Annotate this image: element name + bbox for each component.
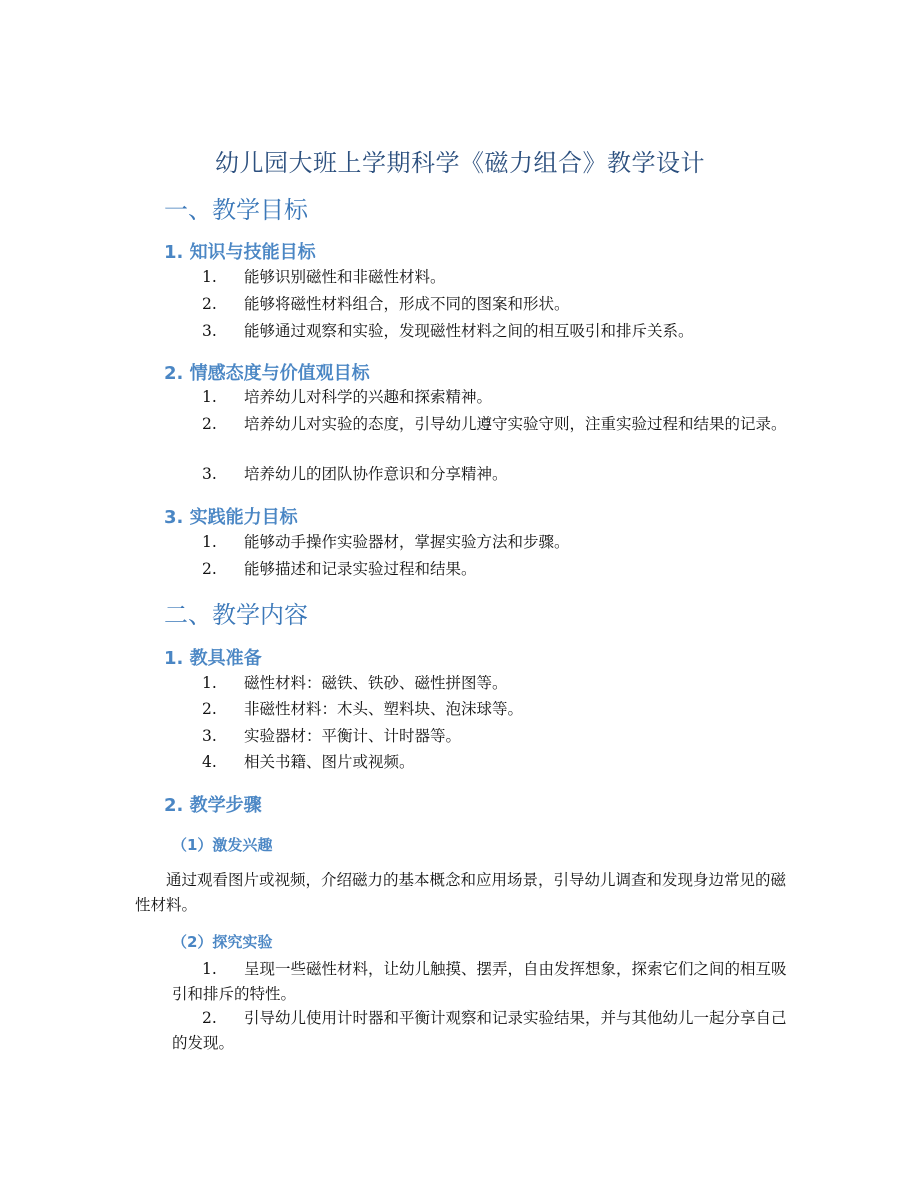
list-item-number: 1. — [202, 268, 217, 286]
subheading-materials: 1. 教具准备 — [164, 648, 262, 669]
list-item-text: 相关书籍、图片或视频。 — [244, 753, 415, 771]
subheading-teaching-steps: 2. 教学步骤 — [164, 795, 262, 816]
list-item — [172, 671, 790, 696]
step-heading-experiment: （2）探究实验 — [172, 933, 273, 951]
list-item — [172, 557, 790, 582]
document-title: 幼儿园大班上学期科学《磁力组合》教学设计 — [215, 149, 705, 177]
list-item-text: 培养幼儿的团队协作意识和分享精神。 — [244, 465, 508, 483]
list-item — [172, 697, 790, 722]
list-item-number: 1. — [202, 674, 217, 692]
list-item — [172, 1006, 790, 1056]
list-item — [172, 750, 790, 775]
list-item — [172, 265, 790, 290]
list-item-number: 3. — [202, 465, 217, 483]
list-item-number: 2. — [202, 415, 217, 433]
list-item-number: 2. — [202, 1009, 217, 1027]
list-item-text: 培养幼儿对科学的兴趣和探索精神。 — [244, 388, 493, 406]
list-item-number: 4. — [202, 753, 217, 771]
list-item — [172, 412, 790, 437]
subheading-practice: 3. 实践能力目标 — [164, 507, 298, 528]
list-item-text: 非磁性材料：木头、塑料块、泡沫球等。 — [244, 700, 524, 718]
list-item — [172, 462, 790, 487]
subheading-emotion-values: 2. 情感态度与价值观目标 — [164, 363, 370, 384]
list-item-text: 磁性材料：磁铁、铁砂、磁性拼图等。 — [244, 674, 508, 692]
section-heading-content: 二、教学内容 — [164, 601, 308, 629]
list-item — [172, 319, 790, 344]
list-item — [172, 292, 790, 317]
list-item-text: 实验器材：平衡计、计时器等。 — [244, 727, 462, 745]
list-item-text: 能够将磁性材料组合，形成不同的图案和形状。 — [244, 295, 570, 313]
list-item-number: 1. — [202, 533, 217, 551]
list-item-number: 2. — [202, 560, 217, 578]
step-heading-interest: （1）激发兴趣 — [172, 836, 273, 854]
list-item — [172, 957, 790, 1007]
list-item-text: 呈现一些磁性材料，让幼儿触摸、摆弄，自由发挥想象，探索它们之间的相互吸引和排斥的特性。 — [172, 960, 787, 1003]
list-item-number: 2. — [202, 700, 217, 718]
list-item — [172, 385, 790, 410]
list-item-number: 1. — [202, 388, 217, 406]
paragraph: 通过观看图片或视频，介绍磁力的基本概念和应用场景，引导幼儿调查和发现身边常见的磁性材料。 — [135, 871, 787, 914]
section-heading-objectives: 一、教学目标 — [164, 196, 308, 224]
list-item — [172, 724, 790, 749]
list-item-number: 1. — [202, 960, 217, 978]
list-item-number: 2. — [202, 295, 217, 313]
list-item-text: 能够识别磁性和非磁性材料。 — [244, 268, 446, 286]
list-item-text: 能够通过观察和实验，发现磁性材料之间的相互吸引和排斥关系。 — [244, 322, 694, 340]
subheading-knowledge-skills: 1. 知识与技能目标 — [164, 242, 316, 263]
list-item — [172, 530, 790, 555]
list-item-number: 3. — [202, 322, 217, 340]
list-item-text: 能够动手操作实验器材，掌握实验方法和步骤。 — [244, 533, 570, 551]
list-item-text: 能够描述和记录实验过程和结果。 — [244, 560, 477, 578]
list-item-text: 培养幼儿对实验的态度，引导幼儿遵守实验守则，注重实验过程和结果的记录。 — [244, 415, 787, 433]
list-item-number: 3. — [202, 727, 217, 745]
list-item-text: 引导幼儿使用计时器和平衡计观察和记录实验结果，并与其他幼儿一起分享自己的发现。 — [172, 1009, 787, 1052]
